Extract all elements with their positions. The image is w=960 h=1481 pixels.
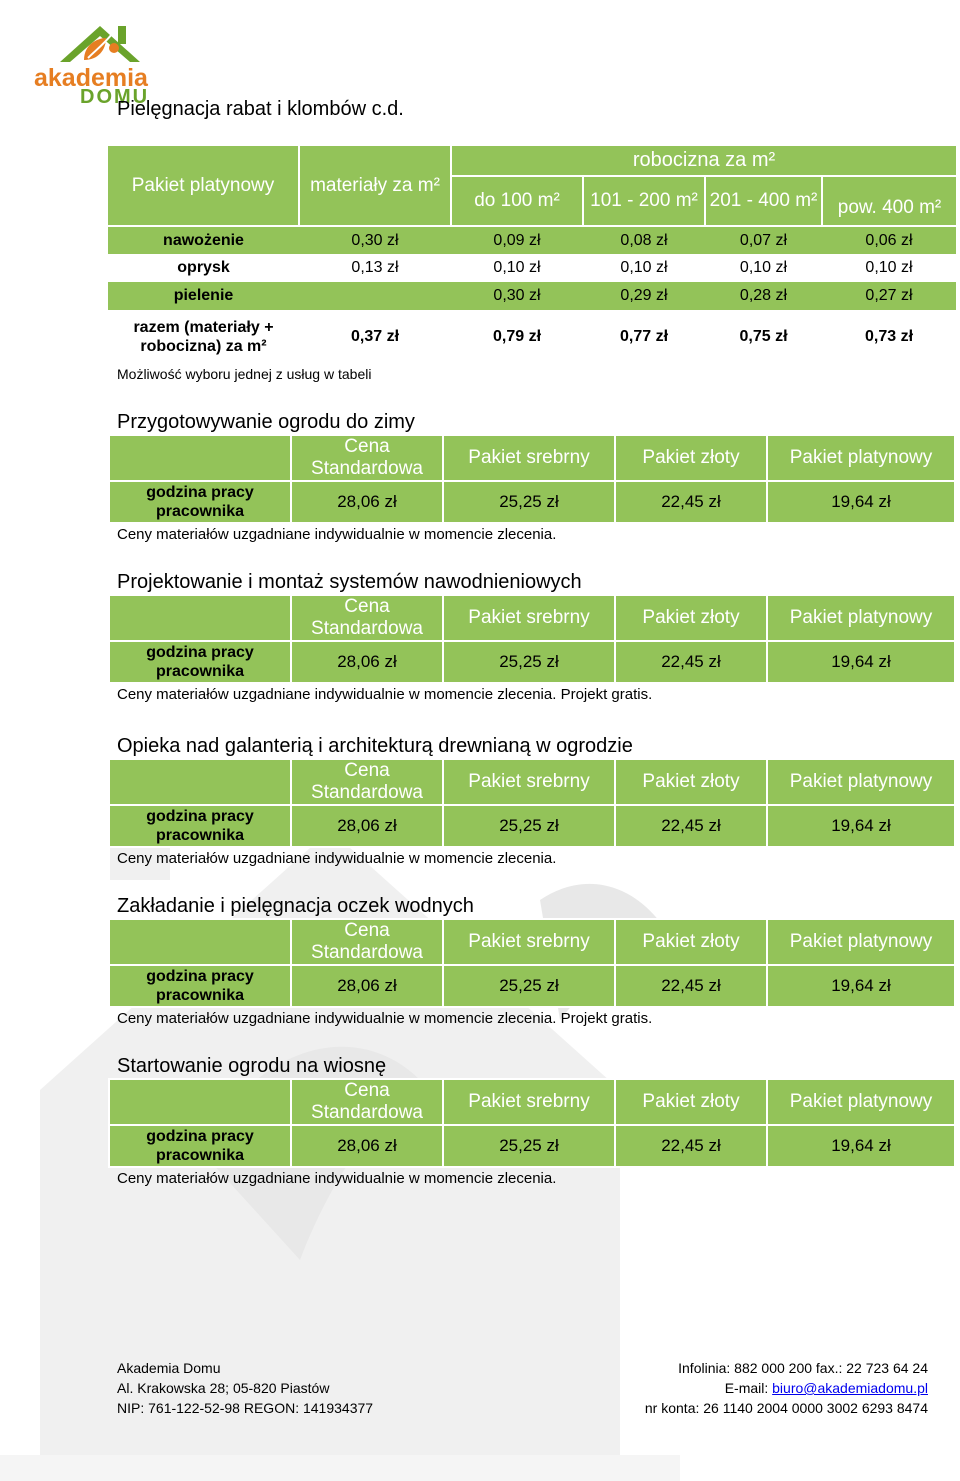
platinum-package-header: Pakiet platynowy [767,919,955,965]
price-cell: 19,64 zł [767,965,955,1007]
row-label [109,481,291,523]
row-label: pielenie [108,282,299,310]
service-price-table [108,1078,956,1168]
standard-price-header: Cena Standardowa [291,435,443,481]
service-price-table [108,918,956,1008]
bank-account: nr konta: 26 1140 2004 0000 3002 6293 8474 [644,1400,928,1416]
row-label [109,965,291,1007]
empty-header-cell [109,759,291,805]
table-row [109,1125,955,1167]
total-label-line: razem (materiały + [133,319,274,336]
section-note: Ceny materiałów uzgadniane indywidualnie w momencie zlecenia. [117,526,557,543]
phone-info: Infolinia: 882 000 200 fax.: 22 723 64 24 [678,1360,928,1376]
price-cell: 22,45 zł [615,1125,767,1167]
row-label-line: pracownika [155,987,245,1004]
total-cell: 0,37 zł [350,328,400,345]
empty-header-cell [109,435,291,481]
total-label [108,310,299,364]
price-cell: 0,28 zł [705,282,822,310]
price-cell: 25,25 zł [443,805,615,847]
footer-contact-info [645,1358,928,1418]
footer-company-info [117,1358,373,1418]
range-header: do 100 m² [451,176,583,226]
price-cell: 25,25 zł [443,965,615,1007]
section-title: Projektowanie i montaż systemów nawodnieniowych [117,571,582,593]
total-cell: 0,79 zł [492,328,542,345]
table-row [108,254,956,282]
materials-header: materiały za m² [299,146,451,226]
price-cell: 0,10 zł [865,259,913,276]
row-label-line: pracownika [155,827,245,844]
total-label-line: robocizna) za m² [140,338,267,355]
house-leaf-icon [22,4,182,104]
price-cell: 0,10 zł [620,259,668,276]
price-cell: 0,07 zł [705,226,822,254]
row-label-line: pracownika [155,663,245,680]
gold-package-header: Pakiet złoty [615,1079,767,1125]
row-label: nawożenie [108,226,299,254]
row-label-line: godzina pracy [146,644,254,661]
platinum-package-header: Pakiet platynowy [767,435,955,481]
table-row [109,965,955,1007]
price-cell: 0,27 zł [822,282,956,310]
price-cell: 22,45 zł [615,641,767,683]
company-name: Akademia Domu [117,1360,221,1376]
price-cell: 25,25 zł [443,481,615,523]
section-title: Startowanie ogrodu na wiosnę [117,1055,387,1077]
row-label [109,641,291,683]
section-note: Ceny materiałów uzgadniane indywidualnie w momencie zlecenia. [117,1170,557,1187]
email-line [645,1378,928,1398]
price-cell: 22,45 zł [615,965,767,1007]
materials-cell: 0,30 zł [299,226,451,254]
gold-package-header: Pakiet złoty [615,919,767,965]
price-cell: 0,29 zł [583,282,705,310]
table-row [109,641,955,683]
total-cell: 0,73 zł [864,328,914,345]
table-row [108,226,956,254]
main-price-table [108,146,956,364]
materials-cell [299,282,451,310]
row-label-line: godzina pracy [146,968,254,985]
standard-price-header: Cena Standardowa [291,759,443,805]
svg-text:DOMU: DOMU [80,86,150,104]
service-price-table [108,434,956,524]
table-row [108,282,956,310]
range-header: pow. 400 m² [822,176,956,226]
price-cell: 0,10 zł [739,259,788,276]
standard-price-header: Cena Standardowa [291,919,443,965]
row-label-line: godzina pracy [146,808,254,825]
section-note: Ceny materiałów uzgadniane indywidualnie w momencie zlecenia. Projekt gratis. [117,686,653,703]
platinum-package-header: Pakiet platynowy [767,759,955,805]
range-header: 101 - 200 m² [583,176,705,226]
silver-package-header: Pakiet srebrny [443,1079,615,1125]
row-label-line: godzina pracy [146,484,254,501]
svg-text:akademia: akademia [34,64,148,92]
empty-header-cell [109,919,291,965]
main-table-note: Możliwość wyboru jednej z usług w tabeli [117,366,372,382]
price-cell: 25,25 zł [443,641,615,683]
silver-package-header: Pakiet srebrny [443,919,615,965]
price-cell: 19,64 zł [767,805,955,847]
standard-price-header: Cena Standardowa [291,595,443,641]
materials-cell: 0,13 zł [351,259,399,276]
email-link[interactable]: biuro@akademiadomu.pl [772,1380,928,1396]
page-title: Pielęgnacja rabat i klombów c.d. [117,98,404,120]
price-cell: 28,06 zł [291,805,443,847]
standard-price-header: Cena Standardowa [291,1079,443,1125]
row-label: oprysk [177,259,230,276]
total-row [108,310,956,364]
price-cell: 22,45 zł [615,481,767,523]
row-label-line: pracownika [155,1147,245,1164]
package-header: Pakiet platynowy [108,146,299,226]
gold-package-header: Pakiet złoty [615,435,767,481]
price-cell: 22,45 zł [615,805,767,847]
service-price-table [108,758,956,848]
section-title: Opieka nad galanterią i architekturą drewnianą w ogrodzie [117,735,633,757]
price-cell: 25,25 zł [443,1125,615,1167]
silver-package-header: Pakiet srebrny [443,759,615,805]
empty-header-cell [109,1079,291,1125]
total-cell: 0,75 zł [739,328,788,345]
price-cell: 0,06 zł [822,226,956,254]
silver-package-header: Pakiet srebrny [443,435,615,481]
section-title: Przygotowywanie ogrodu do zimy [117,411,415,433]
row-label [109,1125,291,1167]
company-address: Al. Krakowska 28; 05-820 Piastów [117,1380,330,1396]
price-cell: 28,06 zł [291,1125,443,1167]
row-label-line: godzina pracy [146,1128,254,1145]
empty-header-cell [109,595,291,641]
section-note: Ceny materiałów uzgadniane indywidualnie w momencie zlecenia. [117,850,557,867]
price-cell: 0,08 zł [583,226,705,254]
service-price-table [108,594,956,684]
platinum-package-header: Pakiet platynowy [767,1079,955,1125]
row-label [109,805,291,847]
company-tax-ids: NIP: 761-122-52-98 REGON: 141934377 [117,1400,374,1416]
range-header: 201 - 400 m² [705,176,822,226]
price-cell: 28,06 zł [291,481,443,523]
labor-header: robocizna za m² [451,146,956,176]
price-cell: 0,10 zł [493,259,541,276]
price-cell: 28,06 zł [291,641,443,683]
section-note: Ceny materiałów uzgadniane indywidualnie w momencie zlecenia. Projekt gratis. [117,1010,653,1027]
gold-package-header: Pakiet złoty [615,595,767,641]
price-cell: 19,64 zł [767,641,955,683]
section-title: Zakładanie i pielęgnacja oczek wodnych [117,895,474,917]
table-row [109,481,955,523]
gold-package-header: Pakiet złoty [615,759,767,805]
total-cell: 0,77 zł [619,328,669,345]
platinum-package-header: Pakiet platynowy [767,595,955,641]
table-row [109,805,955,847]
akademia-domu-logo[interactable] [22,4,182,104]
price-cell: 19,64 zł [767,1125,955,1167]
row-label-line: pracownika [155,503,245,520]
price-cell: 0,30 zł [451,282,583,310]
silver-package-header: Pakiet srebrny [443,595,615,641]
email-label: E-mail: [724,1380,773,1396]
price-cell: 28,06 zł [291,965,443,1007]
price-cell: 0,09 zł [451,226,583,254]
price-cell: 19,64 zł [767,481,955,523]
